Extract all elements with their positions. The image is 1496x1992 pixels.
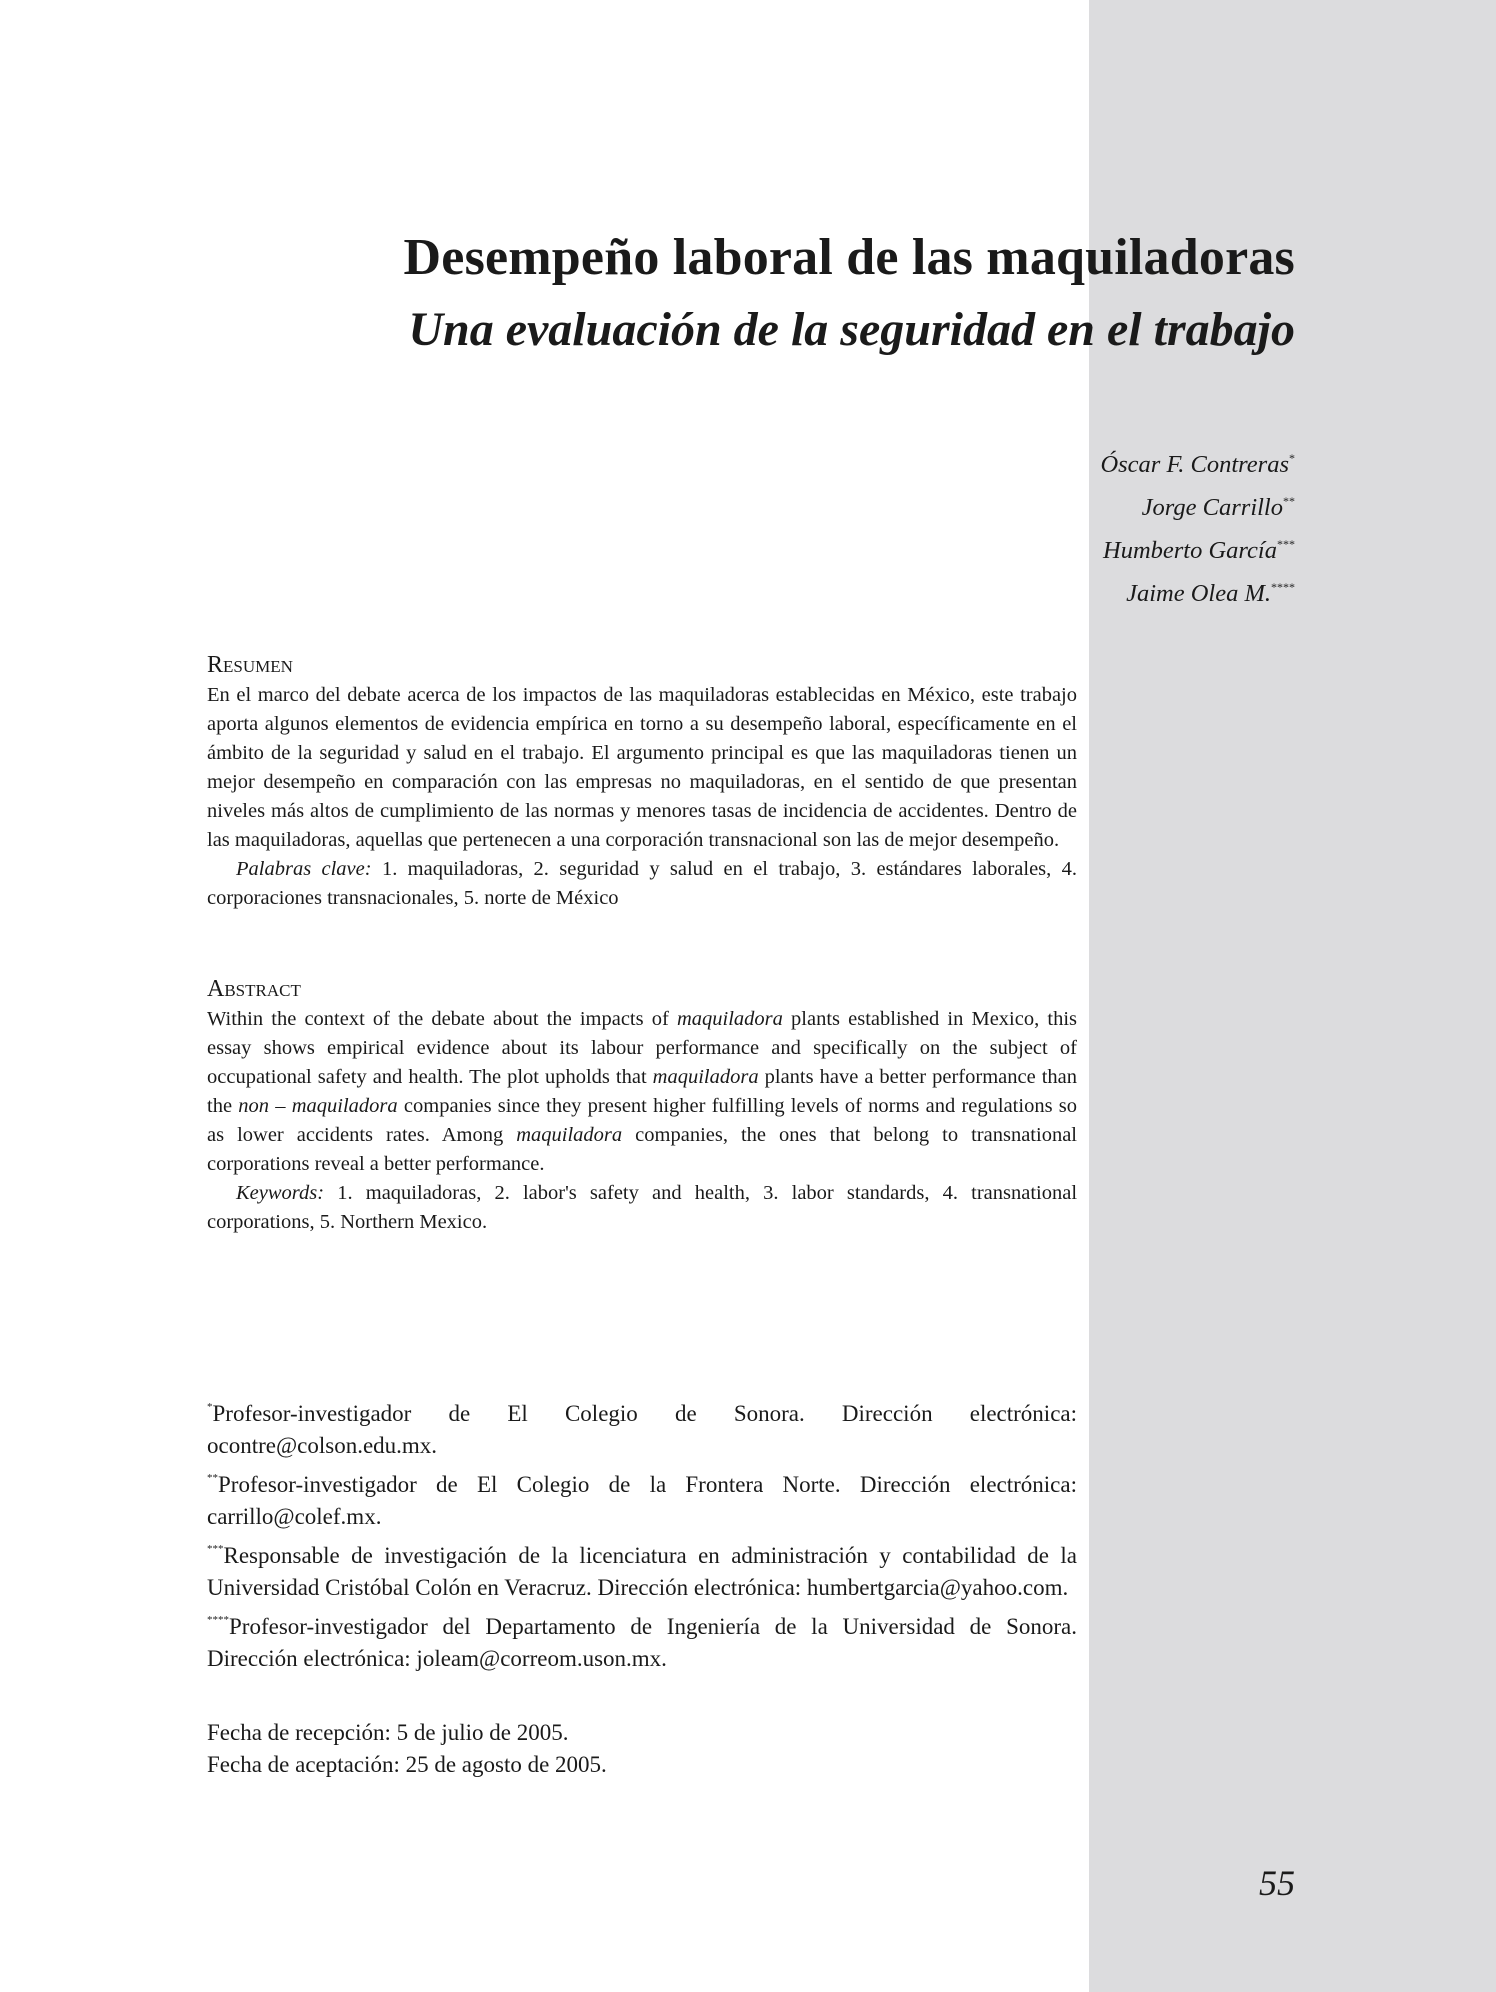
footnote: **Profesor-investigador de El Colegio de la Frontera Norte. Dirección electrónica: carrillo@colef.mx. [207,1472,1077,1529]
resumen-body: En el marco del debate acerca de los impactos de las maquiladoras establecidas en México, este trabajo aporta algunos elementos de evidencia empírica en torno a su desempeño laboral, específicamente en el ámbito de la seguridad y salud en el trabajo. El argumento principal es que las maquiladoras tienen un mejor desempeño en comparación con las empresas no maquiladoras, en el sentido de que presentan niveles más altos de cumplimiento de las normas y menores tasas de incidencia de accidentes. Dentro de las maquiladoras, aquellas que pertenecen a una corporación transnacional son las de mejor desempeño. [207,684,1077,851]
footnote: ***Responsable de investigación de la licenciatura en administración y contabilidad de la Universidad Cristóbal Colón en Veracruz. Dirección electrónica: humbertgarcia@yahoo.com. [207,1543,1077,1600]
page-number: 55 [1259,1863,1295,1903]
author: Humberto García*** [1103,537,1295,564]
abstract-heading: Abstract [207,976,301,1002]
author: Jaime Olea M.**** [1126,580,1295,607]
article-title: Desempeño laboral de las maquiladoras [403,229,1295,286]
footnotes [207,1391,1077,1675]
footnote: ****Profesor-investigador del Departamento de Ingeniería de la Universidad de Sonora. Dirección electrónica: joleam@correom.uson.mx. [207,1614,1077,1671]
author: Óscar F. Contreras* [1100,451,1295,478]
resumen-keywords: Palabras clave: 1. maquiladoras, 2. seguridad y salud en el trabajo, 3. estándares laborales, 4. corporaciones transnacionales, 5. norte de México [207,858,1077,909]
received-date: Fecha de recepción: 5 de julio de 2005. [207,1720,569,1745]
author-list [900,440,1295,612]
resumen-section [207,650,1077,913]
resumen-heading: Resumen [207,652,293,678]
author: Jorge Carrillo** [1141,494,1295,521]
abstract-keywords: Keywords: 1. maquiladoras, 2. labor's safety and health, 3. labor standards, 4. transnational corporations, 5. Northern Mexico. [207,1182,1078,1233]
abstract-body: Within the context of the debate about the impacts of maquiladora plants established in Mexico, this essay shows empirical evidence about its labour performance and specifically on the subject of occupational safety and health. The plot upholds that maquiladora plants have a better performance than the non – maquiladora companies since they present higher fulfilling levels of norms and regulations so as lower accidents rates. Among maquiladora companies, the ones that belong to transnational corporations reveal a better performance. [207,1008,1077,1175]
accepted-date: Fecha de aceptación: 25 de agosto de 2005. [207,1752,607,1777]
abstract-section [207,974,1077,1237]
article-subtitle: Una evaluación de la seguridad en el trabajo [408,303,1295,356]
submission-dates [207,1717,1077,1781]
side-margin-band [1089,0,1496,1992]
footnote: *Profesor-investigador de El Colegio de Sonora. Dirección electrónica: ocontre@colson.edu.mx. [207,1401,1077,1458]
